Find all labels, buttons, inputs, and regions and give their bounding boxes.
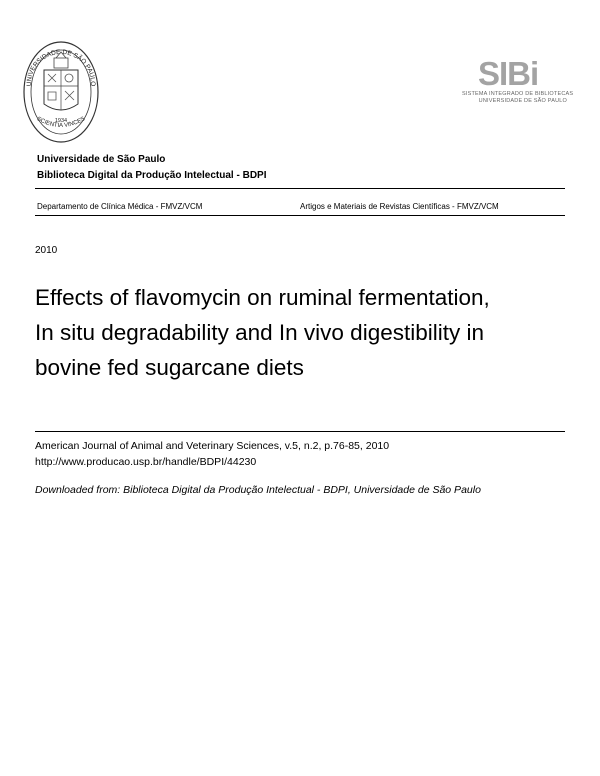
sibi-logo [462,55,574,108]
seal-text-top: UNIVERSIDADE DE SÃO PAULO [25,48,97,87]
divider-top [35,188,565,189]
downloaded-from-note: Downloaded from: Biblioteca Digital da Produção Intelectual - BDPI, Universidade de São Paulo [35,484,481,496]
sibi-logo-word: SIBi [478,55,539,92]
title-line-3: bovine fed sugarcane diets [35,355,304,380]
seal-year: 1934 [54,118,68,124]
title-line-2: In situ degradability and In vivo digestibility in [35,320,485,345]
department-label: Departamento de Clínica Médica - FMVZ/VCM [37,202,203,211]
journal-citation: American Journal of Animal and Veterinary Sciences, v.5, n.2, p.76-85, 2010 [35,440,390,452]
collection-label: Artigos e Materiais de Revistas Científicas - FMVZ/VCM [300,202,499,211]
article-title [35,280,565,385]
library-name: Biblioteca Digital da Produção Intelectual - BDPI [37,170,267,181]
seal-text-bottom: SCIENTIA VINCES [35,116,87,130]
divider-dept [35,215,565,216]
institution-name: Universidade de São Paulo [37,154,166,165]
handle-link[interactable]: http://www.producao.usp.br/handle/BDPI/44230 [35,456,257,468]
usp-seal-logo [20,36,102,148]
publication-year: 2010 [35,245,58,256]
divider-citation [35,431,565,432]
sibi-logo-subtitle-2: UNIVERSIDADE DE SÃO PAULO [478,98,567,104]
sibi-logo-subtitle-1: SISTEMA INTEGRADO DE BIBLIOTECAS [462,91,574,97]
title-line-1: Effects of flavomycin on ruminal fermentation, [35,285,490,310]
